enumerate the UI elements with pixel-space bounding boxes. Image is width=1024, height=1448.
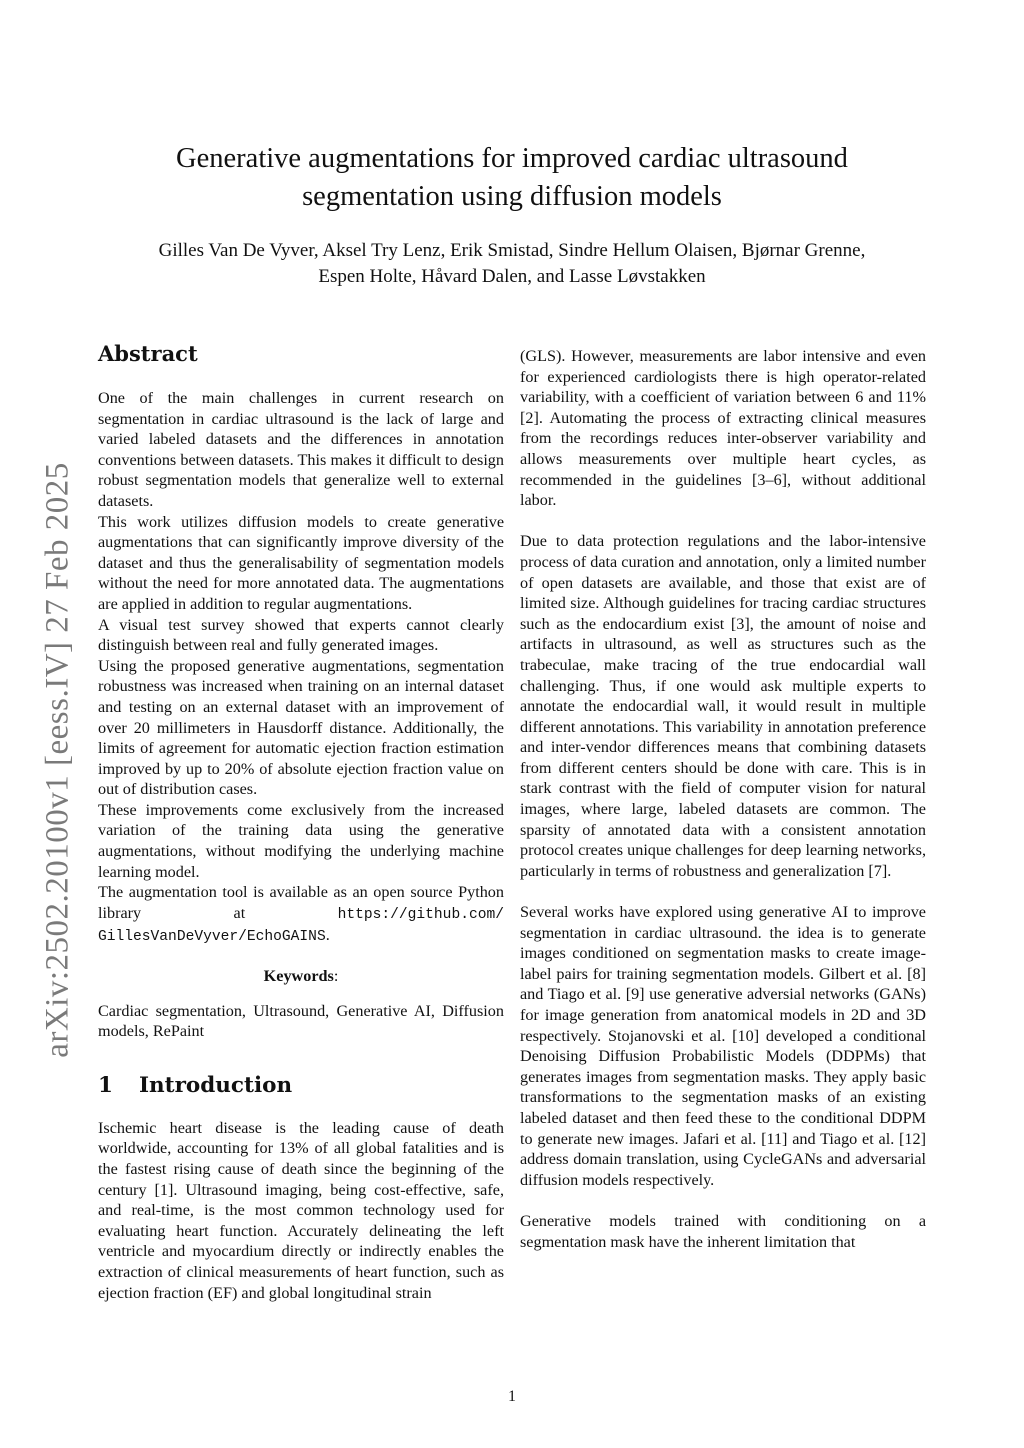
availability-text: The augmentation tool is available as an open source Python library at (98, 883, 504, 922)
availability-period: . (325, 926, 330, 945)
paper-title (130, 140, 894, 216)
author-line-2: Espen Holte, Håvard Dalen, and Lasse Løvstakken (318, 266, 706, 287)
keywords-colon: : (333, 967, 339, 986)
introduction-paragraph: (GLS). However, measurements are labor intensive and even for experienced cardiologists there is high operator-related variability, with a coefficient of variation between 6 and 11% [2]. Automating the process of extracting clinical measures from the recordings reduces inter-observer variability and allows measurements over multiple heart cycles, as recommended in the guidelines [3–6], without additional labor. (520, 347, 926, 510)
arxiv-stamp (38, 450, 78, 1070)
abstract-availability-paragraph (98, 882, 504, 948)
repo-link[interactable]: https://github.com/ GillesVanDeVyver/EchoGAINS (98, 906, 504, 946)
arxiv-stamp-text: arXiv:2502.20100v1 [eess.IV] 27 Feb 2025 (39, 462, 76, 1058)
introduction-paragraph: Due to data protection regulations and the labor-intensive process of data curation and annotation, only a limited number of open datasets are available, and those that exist are of limited size. Although guidelines for tracing cardiac structures such as the endocardium exist [3], the amount of noise and artifacts in ultrasound, as well as structures such as the trabeculae, make tracing of the true endocardial wall challenging. Thus, if one would ask multiple experts to annotate the endocardial wall, it would result in multiple different annotations. This variability in annotation preference and inter-vendor differences means that combining datasets from different centers should be done with care. This is in stark contrast with the field of computer vision for natural images, where large, labeled datasets are common. The sparsity of annotated data with a consistent annotation protocol creates unique challenges for deep learning networks, particularly in terms of robustness and generalization [7]. (520, 532, 926, 880)
keywords-list: Cardiac segmentation, Ultrasound, Generative AI, Diffusion models, RePaint (98, 1001, 504, 1041)
introduction-heading (98, 1072, 504, 1100)
section-title: Introduction (138, 1072, 293, 1098)
keywords-heading (98, 966, 504, 987)
abstract-heading: Abstract (98, 341, 198, 366)
abstract-paragraph: Using the proposed generative augmentations, segmentation robustness was increased when training on an internal dataset and testing on an external dataset with an improvement of over 20 millimeters in Hausdorff distance. Additionally, the limits of agreement for automatic ejection fraction estimation improved by up to 20% of absolute ejection fraction value on out of distribution cases. (98, 656, 504, 799)
page-number: 1 (508, 1388, 516, 1405)
section-number: 1 (98, 1072, 113, 1098)
abstract-paragraph: These improvements come exclusively from the increased variation of the training data using the generative augmentations, without modifying the underlying machine learning model. (98, 800, 504, 881)
left-column (98, 340, 504, 1303)
introduction-paragraph: Generative models trained with conditioning on a segmentation mask have the inherent limitation that (520, 1211, 926, 1251)
abstract-paragraph: This work utilizes diffusion models to create generative augmentations that can significantly improve diversity of the dataset and thus the generalisability of segmentation models without the need for more annotated data. The augmentations are applied in addition to regular augmentations. (98, 512, 504, 613)
introduction-paragraph: Ischemic heart disease is the leading cause of death worldwide, accounting for 13% of all global fatalities and is the fastest rising cause of death since the beginning of the century [1]. Ultrasound imaging, being cost-effective, safe, and real-time, is the most common technology used for evaluating heart function. Accurately delineating the left ventricle and myocardium directly or indirectly enables the extraction of clinical measurements of heart function, such as ejection fraction (EF) and global longitudinal strain (98, 1118, 504, 1302)
author-list (92, 238, 932, 290)
paper-title-line-1: Generative augmentations for improved cardiac ultrasound (176, 143, 848, 174)
introduction-paragraph: Several works have explored using generative AI to improve segmentation in cardiac ultrasound. the idea is to generate images conditioned on segmentation masks to create image-label pairs for training segmentation models. Gilbert et al. [8] and Tiago et al. [9] use generative adversial networks (GANs) for image generation from anatomical models in 2D and 3D respectively. Stojanovski et al. [10] developed a conditional Denoising Diffusion Probabilistic Models (DDPMs) that generates images from segmentation masks. They apply basic transformations to the segmentation masks of an existing labeled dataset and then feed these to the conditional DDPM to generate new images. Jafari et al. [11] and Tiago et al. [12] address domain translation, using CycleGANs and adversarial diffusion models respectively. (520, 903, 926, 1189)
abstract-paragraph: One of the main challenges in current research on segmentation in cardiac ultrasound is the lack of large and varied labeled datasets and the differences in annotation conventions between datasets. This makes it difficult to design robust segmentation models that generalize well to external datasets. (98, 389, 504, 510)
author-line-1: Gilles Van De Vyver, Aksel Try Lenz, Erik Smistad, Sindre Hellum Olaisen, Bjørnar Grenne, (158, 240, 866, 261)
keywords-label: Keywords (263, 967, 334, 986)
paper-title-line-2: segmentation using diffusion models (302, 181, 722, 212)
abstract-paragraph: A visual test survey showed that experts cannot clearly distinguish between real and fully generated images. (98, 615, 504, 655)
right-column (520, 346, 926, 1273)
